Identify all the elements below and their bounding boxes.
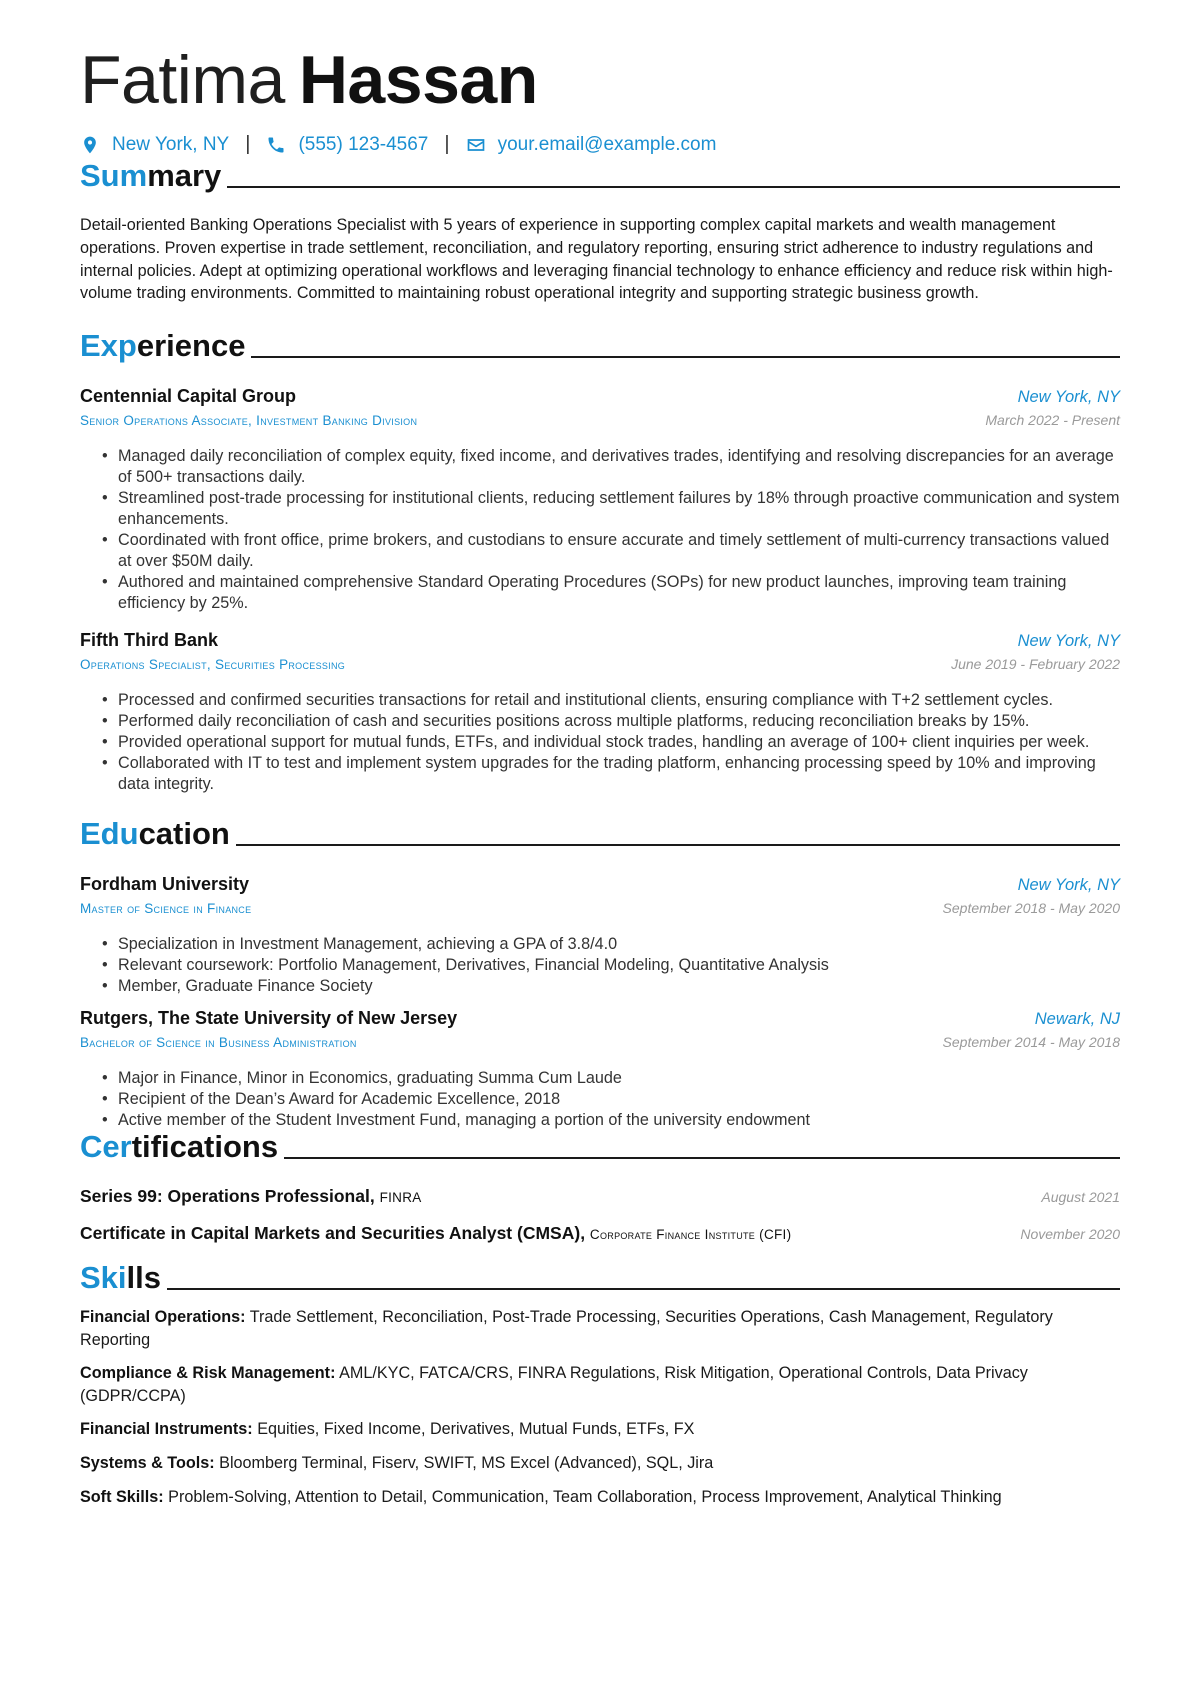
school-location: New York, NY [1017,876,1120,894]
section-rule [167,1288,1120,1290]
contact-separator: | [245,133,251,155]
skill-row [80,1418,1120,1441]
experience-entry [80,630,1120,795]
envelope-icon [466,135,486,155]
certification-name: Series 99: Operations Professional [80,1186,370,1206]
education-entry [80,1008,1120,1131]
degree-title: Bachelor of Science in Business Administration [80,1035,357,1050]
school-name: Fordham University [80,874,250,894]
certification-issuer: FINRA [379,1190,422,1205]
certification-issuer: Corporate Finance Institute (CFI) [589,1227,792,1242]
list-item: • Recipient of the Dean’s Award for Academic Excellence, 2018 [80,1089,1120,1110]
skill-list: Trade Settlement, Reconciliation, Post-Trade Processing, Securities Operations, Cash Management, Regulatory Reporting [80,1308,1053,1349]
section-rule [227,186,1120,188]
location-text: New York, NY [112,133,230,155]
contact-bar [80,133,716,156]
job-title: Senior Operations Associate, Investment Banking Division [80,413,418,428]
section-title: Experience [80,328,246,363]
list-item: • Managed daily reconciliation of complex equity, fixed income, and derivatives trades, identifying and resolving discrepancies for an average of 500+ transactions daily. [80,446,1120,488]
section-certifications-heading [80,1125,1120,1165]
first-name: Fatima [80,42,285,118]
list-item: • Major in Finance, Minor in Economics, graduating Summa Cum Laude [80,1068,1120,1089]
candidate-name [80,40,538,120]
certification-date: August 2021 [1041,1189,1120,1205]
list-item: • Streamlined post-trade processing for institutional clients, reducing settlement failures by 18% through proactive communication and system enhancements. [80,488,1120,530]
job-title: Operations Specialist, Securities Processing [80,657,346,672]
experience-entry [80,386,1120,614]
contact-email[interactable] [466,134,717,156]
skill-list: Problem-Solving, Attention to Detail, Communication, Team Collaboration, Process Improvement, Analytical Thinking [168,1488,1002,1506]
skill-row [80,1362,1120,1408]
degree-title: Master of Science in Finance [80,901,252,916]
skill-row [80,1306,1120,1352]
section-summary-heading [80,154,1120,194]
last-name: Hassan [298,42,538,118]
section-title: Certifications [80,1129,279,1164]
section-title: Education [80,816,230,851]
job-location: New York, NY [1017,388,1120,406]
list-item: • Member, Graduate Finance Society [80,976,1120,997]
section-skills-heading [80,1256,1120,1296]
skill-row [80,1452,1120,1475]
job-dates: March 2022 - Present [985,412,1120,428]
contact-separator: | [444,133,450,155]
bullet-list [80,1068,1120,1131]
list-item: • Coordinated with front office, prime brokers, and custodians to ensure accurate and timely settlement of multi-currency transactions valued at over $50M daily. [80,530,1120,572]
school-location: Newark, NJ [1034,1010,1120,1028]
employer-name: Centennial Capital Group [80,386,297,406]
study-dates: September 2018 - May 2020 [942,900,1120,916]
certification-item: Series 99: Operations Professional, FINRA August 2021 [80,1186,1120,1206]
bullet-list [80,446,1120,614]
employer-name: Fifth Third Bank [80,630,218,650]
job-location: New York, NY [1017,632,1120,650]
skill-category: Soft Skills: [80,1488,164,1506]
section-title: Summary [80,158,222,193]
bullet-list [80,690,1120,795]
list-item: • Collaborated with IT to test and implement system upgrades for the trading platform, enhancing processing speed by 10% and improving data integrity. [80,753,1120,795]
list-item: • Relevant coursework: Portfolio Management, Derivatives, Financial Modeling, Quantitative Analysis [80,955,1120,976]
skill-list: Equities, Fixed Income, Derivatives, Mutual Funds, ETFs, FX [257,1420,695,1438]
section-rule [251,356,1120,358]
skill-list: Bloomberg Terminal, Fiserv, SWIFT, MS Excel (Advanced), SQL, Jira [219,1454,714,1472]
certification-item: Certificate in Capital Markets and Securities Analyst (CMSA), Corporate Finance Institute (CFI) November 2020 [80,1223,1120,1243]
section-rule [284,1157,1120,1159]
skill-category: Systems & Tools: [80,1454,215,1472]
list-item: • Processed and confirmed securities transactions for retail and institutional clients, ensuring compliance with T+2 settlement cycles. [80,690,1120,711]
study-dates: September 2014 - May 2018 [942,1034,1120,1050]
contact-location [80,134,229,156]
skill-category: Financial Operations: [80,1308,246,1326]
skill-category: Financial Instruments: [80,1420,253,1438]
list-item: • Authored and maintained comprehensive Standard Operating Procedures (SOPs) for new product launches, improving team training efficiency by 25%. [80,572,1120,614]
education-entry [80,874,1120,997]
section-title: Skills [80,1260,161,1295]
certification-date: November 2020 [1020,1226,1120,1242]
skill-row [80,1486,1120,1509]
school-name: Rutgers, The State University of New Jersey [80,1008,458,1028]
email-text: your.email@example.com [497,133,717,155]
summary-text: Detail-oriented Banking Operations Specialist with 5 years of experience in supporting complex capital markets and wealth management operations. Proven expertise in trade settlement, reconciliation, and regulatory reporting, ensuring strict adherence to industry regulations and internal policies. Adept at optimizing operational workflows and leveraging financial technology to enhance efficiency and reduce risk within high-volume trading environments. Committed to maintaining robust operational integrity and supporting strategic business growth. [80,216,1113,303]
list-item: • Active member of the Student Investment Fund, managing a portion of the university endowment [80,1110,1120,1131]
phone-text: (555) 123-4567 [298,133,429,155]
contact-phone[interactable] [266,134,428,156]
list-item: • Performed daily reconciliation of cash and securities positions across multiple platforms, reducing reconciliation breaks by 15%. [80,711,1120,732]
certification-name: Certificate in Capital Markets and Securities Analyst (CMSA) [80,1223,581,1243]
job-dates: June 2019 - February 2022 [951,656,1120,672]
phone-icon [266,135,286,155]
bullet-list [80,934,1120,997]
map-pin-icon [80,135,100,155]
list-item: • Provided operational support for mutual funds, ETFs, and individual stock trades, handling an average of 100+ client inquiries per week. [80,732,1120,753]
section-experience-heading [80,324,1120,364]
list-item: • Specialization in Investment Management, achieving a GPA of 3.8/4.0 [80,934,1120,955]
section-rule [236,844,1120,846]
section-education-heading [80,812,1120,852]
skill-category: Compliance & Risk Management: [80,1364,336,1382]
skill-list: AML/KYC, FATCA/CRS, FINRA Regulations, Risk Mitigation, Operational Controls, Data Privacy (GDPR/CCPA) [80,1364,1028,1405]
